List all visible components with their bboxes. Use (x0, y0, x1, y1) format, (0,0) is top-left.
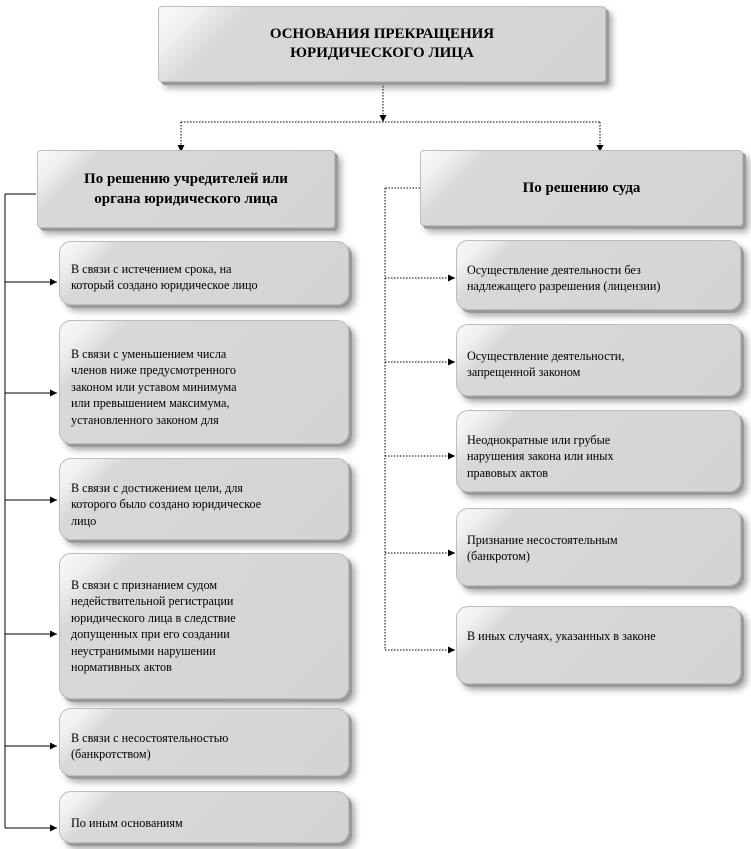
left-item-label: В связи с достижением цели, для которого было создано юридическое лицо (71, 481, 262, 528)
left-item-1 (59, 241, 349, 305)
left-item-6 (59, 791, 349, 843)
left-item-label: По иным основаниям (71, 816, 183, 830)
left-item-label: В связи с уменьшением числа членов ниже предусмотренного законом или уставом минимума или превышением максимума, установленного законом для (71, 347, 237, 427)
right-item-4 (456, 508, 741, 586)
right-item-label: В иных случаях, указанных в законе (467, 629, 656, 643)
left-item-3 (59, 458, 349, 540)
right-header-box (420, 150, 743, 226)
right-item-label: Осуществление деятельности без надлежащего разрешения (лицензии) (467, 263, 661, 294)
right-item-5 (456, 606, 741, 684)
left-item-2 (59, 320, 349, 444)
left-header-box (37, 150, 335, 228)
right-item-3 (456, 410, 741, 492)
right-item-label: Признание несостоятельным (банкротом) (467, 533, 618, 564)
right-item-label: Неоднократные или грубые нарушения закона или иных правовых актов (467, 433, 614, 480)
right-header-text: По решению суда (522, 179, 641, 196)
title-box (158, 6, 606, 82)
left-header-text: По решению учредителей или органа юридического лица (84, 170, 288, 207)
right-item-label: Осуществление деятельности, запрещенной законом (467, 349, 625, 380)
right-item-2 (456, 324, 741, 396)
left-item-5 (59, 708, 349, 776)
left-item-label: В связи с несостоятельностью (банкротством) (71, 731, 229, 762)
title-text: ОСНОВАНИЯ ПРЕКРАЩЕНИЯ ЮРИДИЧЕСКОГО ЛИЦА (269, 25, 495, 61)
left-item-label: В связи с истечением срока, на который создано юридическое лицо (71, 262, 258, 293)
left-item-label: В связи с признанием судом недействительной регистрации юридического лица в следствие допущенных при его создании неустранимыми нарушении нормативных актов (71, 578, 236, 675)
right-item-1 (456, 240, 741, 310)
left-item-4 (59, 553, 349, 699)
